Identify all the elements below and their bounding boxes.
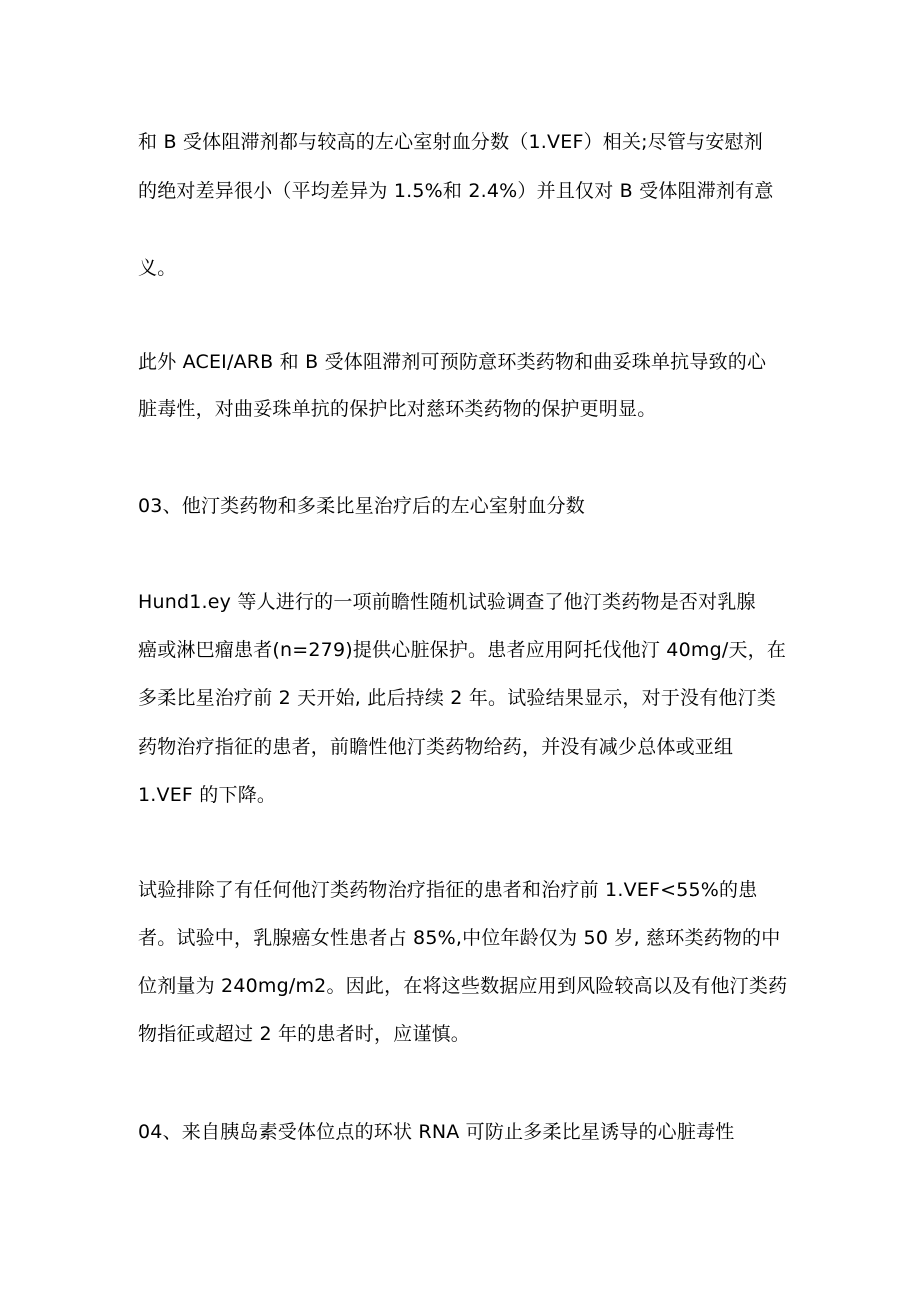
section-heading-03: 03、他汀类药物和多柔比星治疗后的左心室射血分数 bbox=[138, 495, 585, 517]
para2-line1: 此外 ACEI/ARB 和 B 受体阻滞剂可预防意环类药物和曲妥珠单抗导致的心 bbox=[138, 351, 767, 373]
para4-line3: 位剂量为 240mg∕m2。因此，在将这些数据应用到风险较高以及有他汀类药 bbox=[138, 975, 788, 997]
para3-line5: 1.VEF 的下降。 bbox=[138, 784, 277, 806]
para3-line2: 癌或淋巴瘤患者(n=279)提供心脏保护。患者应用阿托伐他汀 40mg∕天，在 bbox=[138, 639, 787, 661]
para4-line2: 者。试验中，乳腺癌女性患者占 85%,中位年龄仅为 50 岁, 慈环类药物的中 bbox=[138, 927, 781, 949]
para1-line3: 义。 bbox=[138, 257, 177, 279]
para4-line1: 试验排除了有任何他汀类药物治疗指征的患者和治疗前 1.VEF<55%的患 bbox=[138, 879, 758, 901]
para3-line1: Hund1.ey 等人进行的一项前瞻性随机试验调查了他汀类药物是否对乳腺 bbox=[138, 591, 756, 613]
para2-line2: 脏毒性，对曲妥珠单抗的保护比对慈环类药物的保护更明显。 bbox=[138, 398, 657, 420]
para4-line4: 物指征或超过 2 年的患者时，应谨慎。 bbox=[138, 1023, 470, 1045]
para1-line1: 和 B 受体阻滞剂都与较高的左心室射血分数（1.VEF）相关;尽管与安慰剂 bbox=[138, 131, 763, 153]
section-heading-04: 04、来自胰岛素受体位点的环状 RNA 可防止多柔比星诱导的心脏毒性 bbox=[138, 1121, 735, 1143]
para3-line4: 药物治疗指征的患者，前瞻性他汀类药物给药，并没有减少总体或亚组 bbox=[138, 736, 734, 758]
para1-line2: 的绝对差异很小（平均差异为 1.5%和 2.4%）并且仅对 B 受体阻滞剂有意 bbox=[138, 180, 774, 202]
para3-line3: 多柔比星治疗前 2 天开始, 此后持续 2 年。试验结果显示，对于没有他汀类 bbox=[138, 687, 777, 709]
